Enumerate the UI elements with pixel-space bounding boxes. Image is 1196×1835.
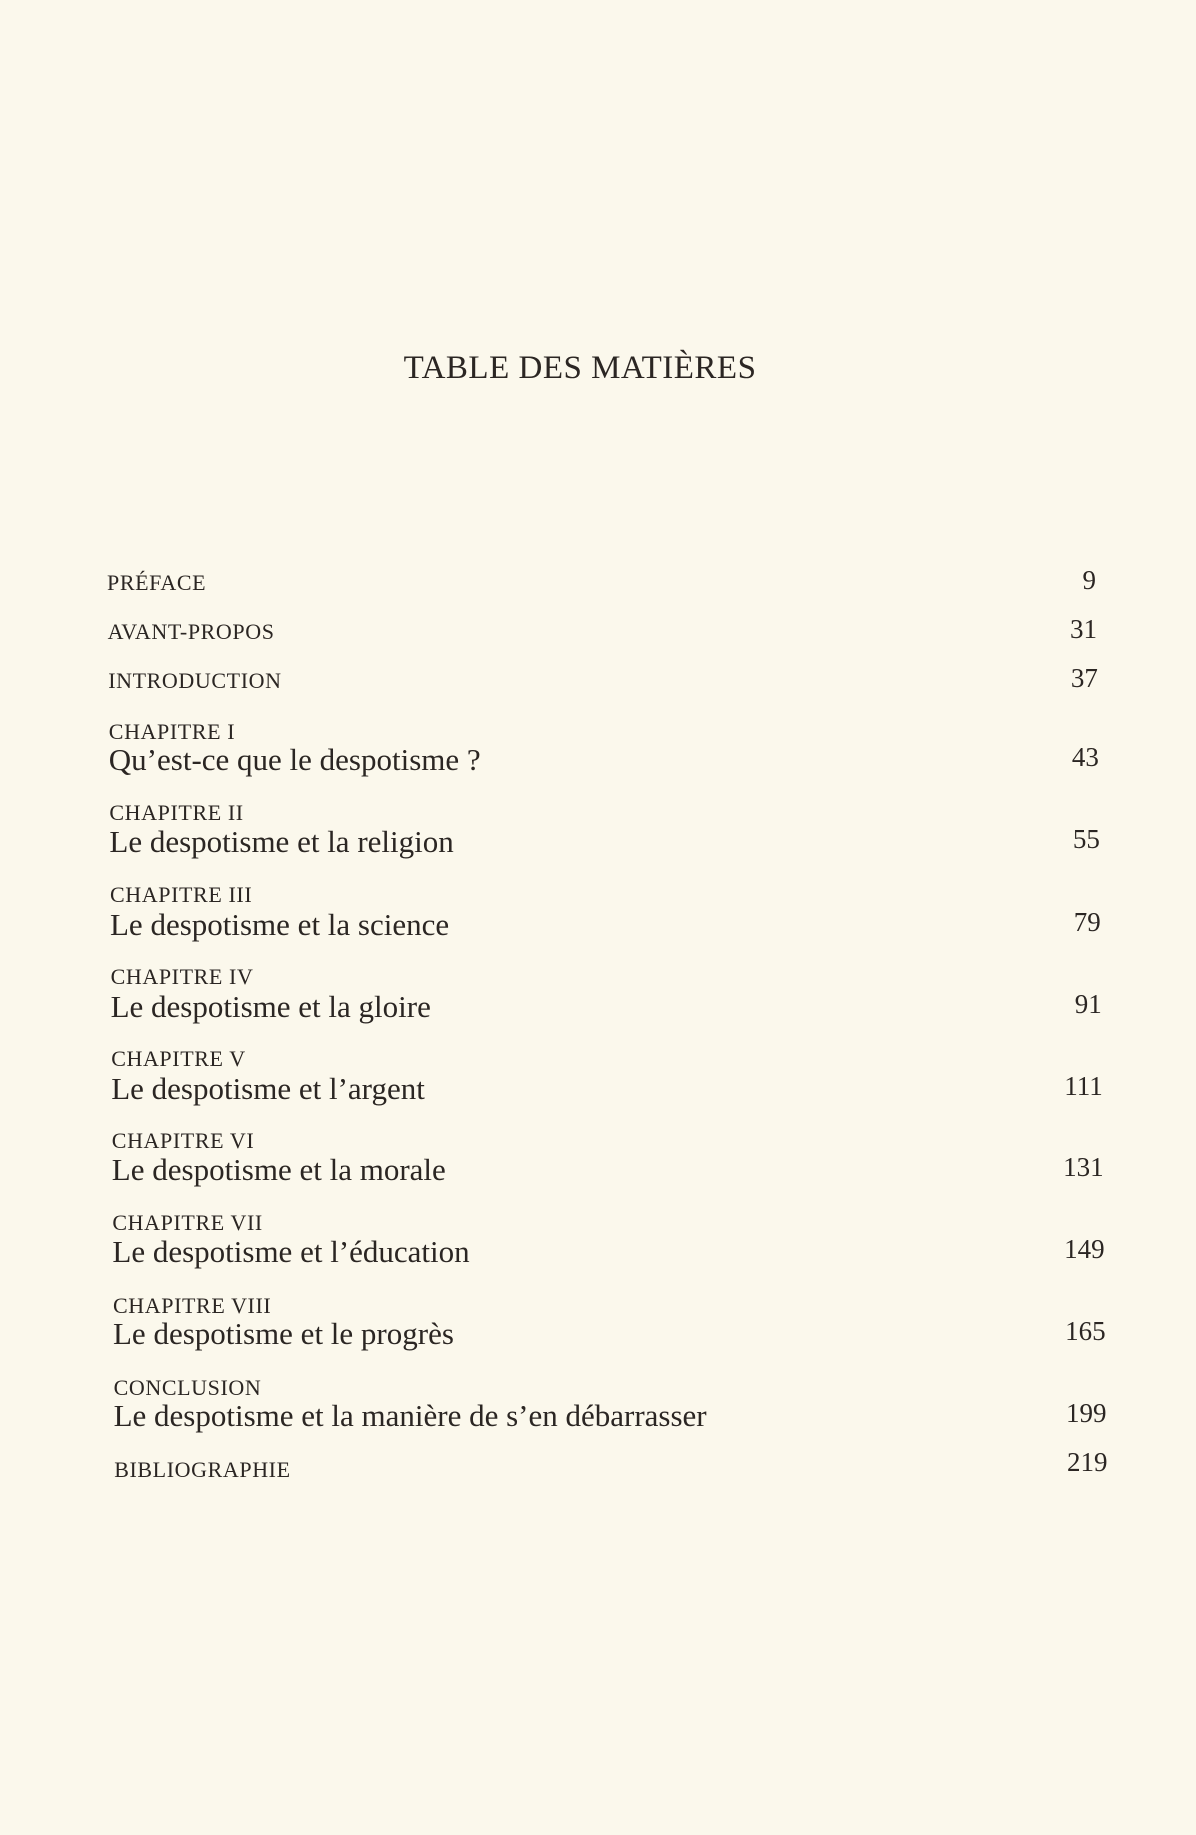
toc-entry-page-number: 111 — [1064, 1071, 1103, 1101]
toc-entry-heading: Qu’est-ce que le despotisme ? — [108, 742, 481, 777]
toc-entry-label: BIBLIOGRAPHIE — [114, 1457, 291, 1482]
toc-entry-page-number: 131 — [1063, 1152, 1104, 1182]
toc-entry-label: CONCLUSION — [113, 1375, 262, 1400]
toc-entry-page-number: 149 — [1064, 1234, 1105, 1264]
toc-entry-page-number: 43 — [1071, 742, 1099, 772]
toc-entry-page-number: 79 — [1073, 907, 1101, 937]
toc-entry-heading: Le despotisme et la science — [110, 907, 450, 942]
toc-entry-label: CHAPITRE VIII — [113, 1293, 272, 1318]
toc-entry-page-number: 165 — [1065, 1316, 1106, 1346]
toc-entry-label: CHAPITRE III — [110, 882, 253, 907]
toc-entry-heading: Le despotisme et la religion — [109, 824, 454, 859]
toc-entry-label: PRÉFACE — [107, 570, 207, 595]
toc-entry-label: INTRODUCTION — [108, 668, 282, 693]
toc-entry-page-number: 31 — [1069, 614, 1097, 644]
toc-entry-heading: Le despotisme et la morale — [111, 1152, 446, 1187]
toc-entry-page-number: 91 — [1074, 989, 1102, 1019]
toc-entry-heading: Le despotisme et la gloire — [110, 989, 431, 1024]
toc-entry-label: AVANT-PROPOS — [107, 619, 275, 644]
toc-entry-page-number: 199 — [1066, 1398, 1107, 1428]
toc-entry-label: CHAPITRE V — [111, 1046, 246, 1071]
toc-entry-page-number: 9 — [1082, 565, 1096, 595]
toc-entry-heading: Le despotisme et l’argent — [111, 1071, 425, 1106]
toc-entry-heading: Le despotisme et l’éducation — [112, 1234, 470, 1269]
toc-entry-page-number: 55 — [1072, 824, 1100, 854]
toc-entry-label: CHAPITRE IV — [110, 964, 254, 989]
toc-entry-heading: Le despotisme et le progrès — [113, 1316, 454, 1351]
page-title: TABLE DES MATIÈRES — [403, 350, 757, 386]
toc-entry-page-number: 219 — [1067, 1447, 1108, 1477]
toc-entry-heading: Le despotisme et la manière de s’en débarrasser — [113, 1398, 707, 1433]
toc-entry-label: CHAPITRE II — [109, 800, 244, 825]
toc-entry-label: CHAPITRE I — [108, 719, 236, 744]
toc-entry-label: CHAPITRE VI — [111, 1128, 255, 1153]
toc-entry-page-number: 37 — [1070, 663, 1098, 693]
toc-entry-label: CHAPITRE VII — [112, 1210, 263, 1235]
